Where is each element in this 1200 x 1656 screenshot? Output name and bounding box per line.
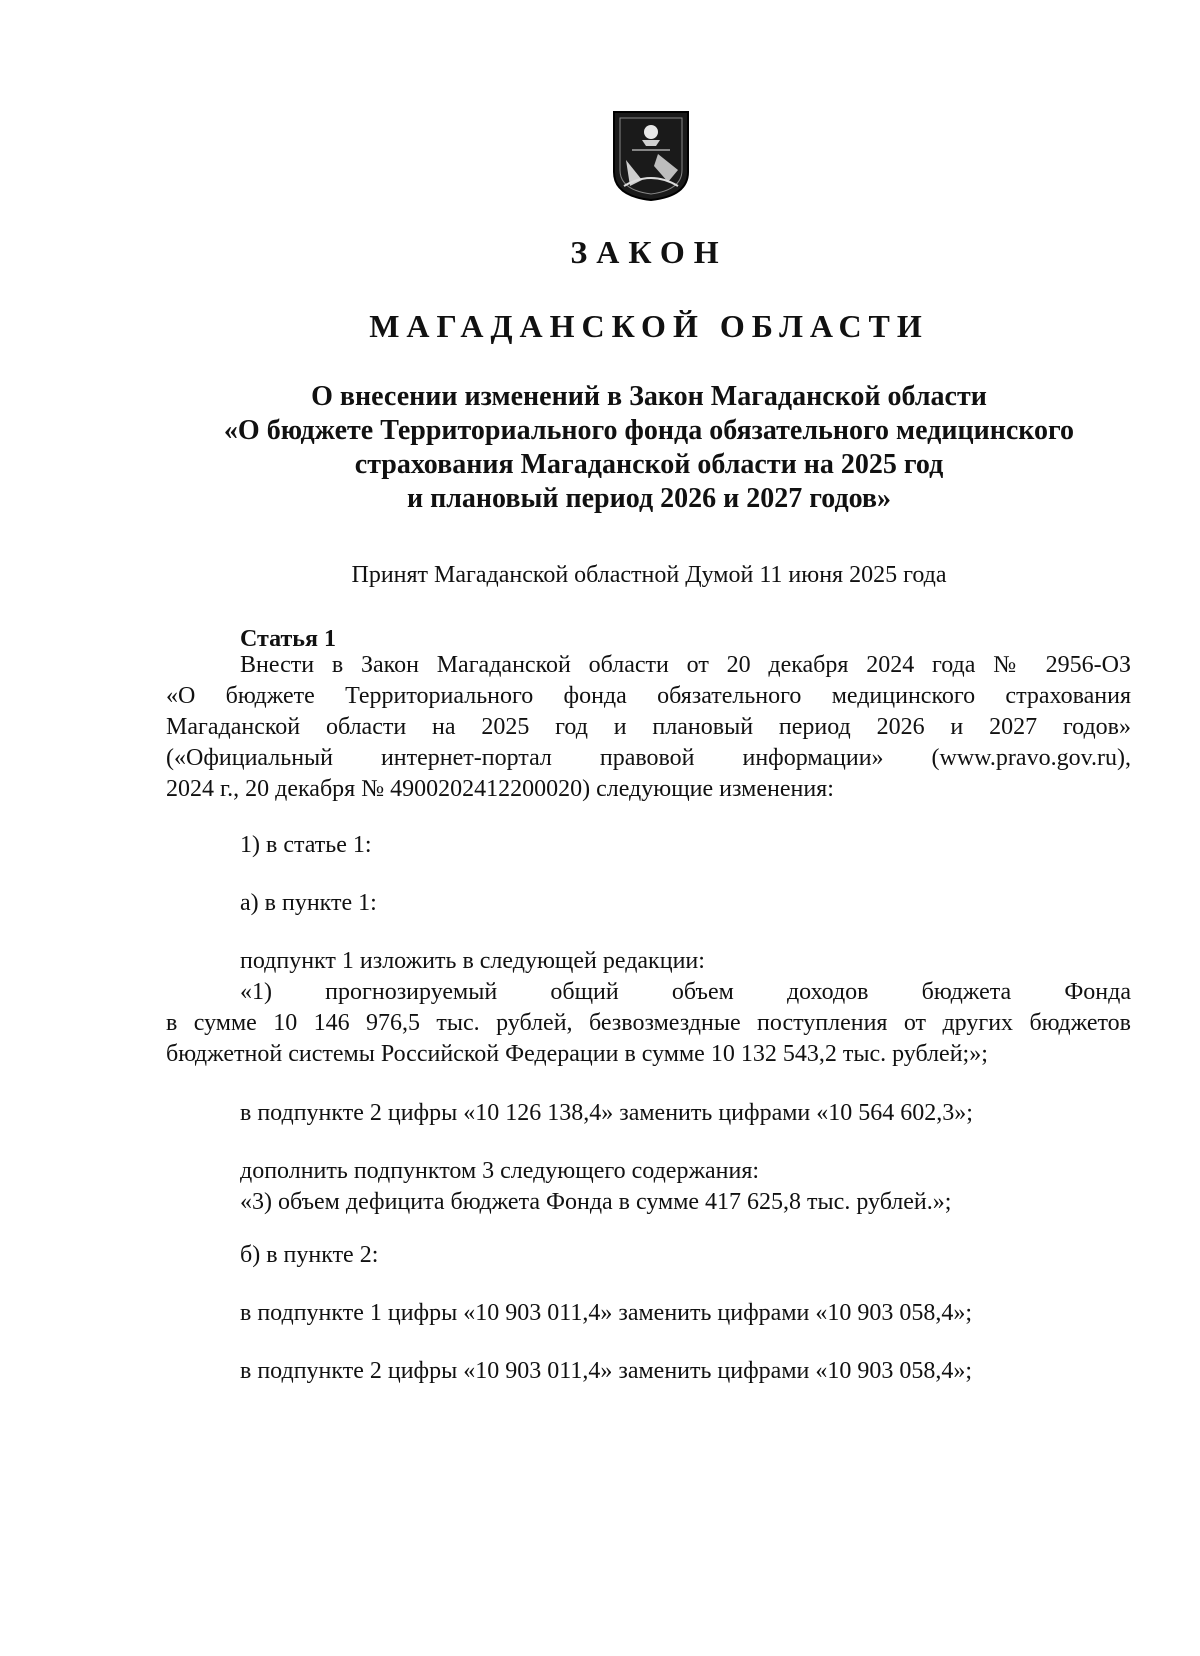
law-name-line: «О бюджете Территориального фонда обязательного медицинского bbox=[223, 415, 1075, 446]
item-a-text: а) в пункте 1: bbox=[240, 890, 377, 916]
document-region: МАГАДАНСКОЙ ОБЛАСТИ bbox=[369, 308, 929, 344]
magadan-coat-of-arms-icon bbox=[612, 110, 690, 202]
subitem-1-line: бюджетной системы Российской Федерации в сумме 10 132 543,2 тыс. рублей;»; bbox=[166, 1041, 988, 1067]
intro-line: («Официальный интернет-портал правовой информации» (www.pravo.gov.ru), bbox=[166, 745, 1131, 771]
subitem-3 bbox=[166, 1156, 1131, 1218]
subitem-1-intro: подпункт 1 изложить в следующей редакции: bbox=[240, 948, 705, 974]
law-name-line: страхования Магаданской области на 2025 год bbox=[354, 449, 944, 480]
subitem-1 bbox=[166, 946, 1131, 1070]
law-name-line: О внесении изменений в Закон Магаданской области bbox=[311, 381, 987, 412]
subitem-1-line: «1) прогнозируемый общий объем доходов бюджета Фонда bbox=[240, 979, 1131, 1005]
subitem-2-text: в подпункте 2 цифры «10 126 138,4» заменить цифрами «10 564 602,3»; bbox=[240, 1100, 973, 1126]
item-1-text: 1) в статье 1: bbox=[240, 832, 372, 858]
document-title: ЗАКОН bbox=[570, 234, 728, 270]
intro-line: 2024 г., 20 декабря № 4900202412200020) следующие изменения: bbox=[166, 776, 834, 802]
subitem-2 bbox=[166, 1098, 1131, 1129]
subitem-1-line: в сумме 10 146 976,5 тыс. рублей, безвозмездные поступления от других бюджетов bbox=[166, 1010, 1131, 1036]
intro-line: Внести в Закон Магаданской области от 20 декабря 2024 года № 2956-ОЗ bbox=[240, 652, 1131, 678]
item-a bbox=[166, 888, 1131, 919]
item-1 bbox=[166, 830, 1131, 861]
b-subitem-2-text: в подпункте 2 цифры «10 903 011,4» заменить цифрами «10 903 058,4»; bbox=[240, 1358, 973, 1384]
item-b-text: б) в пункте 2: bbox=[240, 1242, 379, 1268]
b-subitem-2 bbox=[166, 1356, 1131, 1387]
b-subitem-1 bbox=[166, 1298, 1131, 1329]
intro-line: Магаданской области на 2025 год и плановый период 2026 и 2027 годов» bbox=[166, 714, 1131, 740]
article-intro bbox=[166, 650, 1131, 805]
b-subitem-1-text: в подпункте 1 цифры «10 903 011,4» заменить цифрами «10 903 058,4»; bbox=[240, 1300, 973, 1326]
article-title: Статья 1 bbox=[240, 626, 336, 652]
item-b bbox=[166, 1240, 1131, 1271]
subitem-3-intro: дополнить подпунктом 3 следующего содержания: bbox=[240, 1158, 760, 1184]
law-name-line: и плановый период 2026 и 2027 годов» bbox=[406, 483, 892, 514]
law-name bbox=[0, 380, 1200, 516]
adoption-line: Принят Магаданской областной Думой 11 июня 2025 года bbox=[351, 562, 947, 588]
intro-line: «О бюджете Территориального фонда обязательного медицинского страхования bbox=[166, 683, 1131, 709]
subitem-3-text: «3) объем дефицита бюджета Фонда в сумме 417 625,8 тыс. рублей.»; bbox=[240, 1189, 952, 1215]
